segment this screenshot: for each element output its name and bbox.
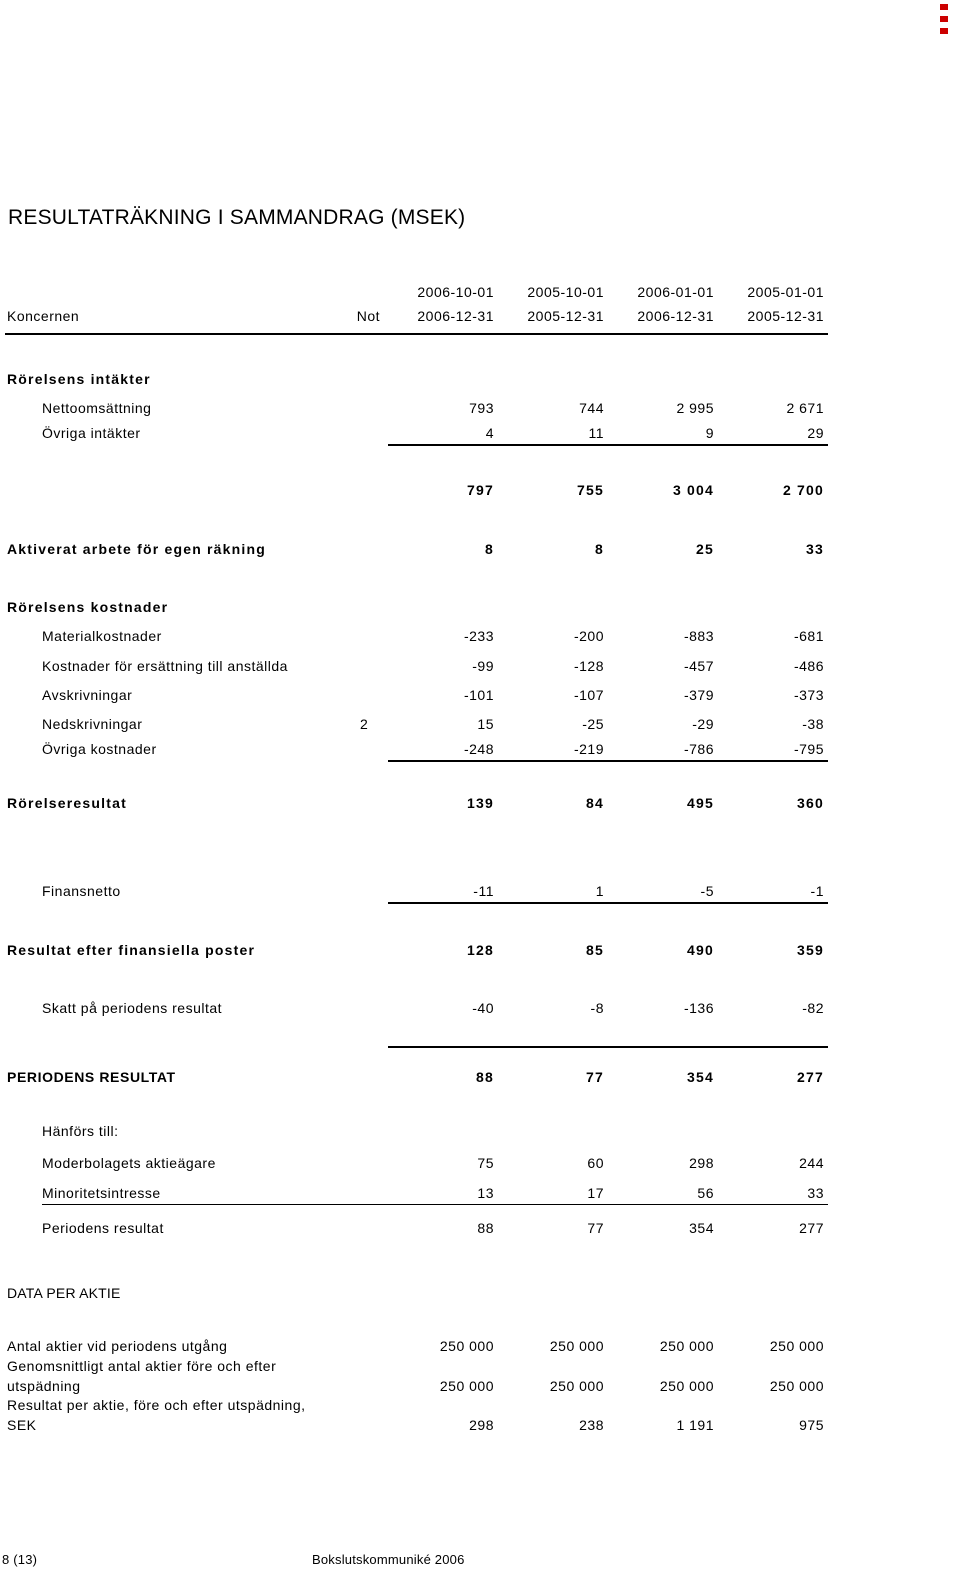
header-rule bbox=[5, 333, 828, 335]
period-end-2: 2005-12-31 bbox=[527, 308, 604, 324]
period-end-3: 2006-12-31 bbox=[637, 308, 714, 324]
cell-value: 33 bbox=[806, 541, 824, 557]
row-label: Övriga kostnader bbox=[42, 741, 157, 757]
cell-value: -786 bbox=[683, 741, 714, 757]
cell-value: 250 000 bbox=[659, 1378, 714, 1394]
row-label: Materialkostnader bbox=[42, 628, 162, 644]
cell-value: 25 bbox=[696, 541, 714, 557]
cell-value: -373 bbox=[793, 687, 824, 703]
cell-value: 85 bbox=[586, 942, 604, 958]
cell-value: -1 bbox=[810, 883, 824, 899]
cell-value: -38 bbox=[802, 716, 824, 732]
row-label: Genomsnittligt antal aktier före och efter bbox=[7, 1358, 277, 1374]
cell-value: -8 bbox=[590, 1000, 604, 1016]
cell-value: -379 bbox=[683, 687, 714, 703]
cell-value: 490 bbox=[687, 942, 714, 958]
cell-value: 354 bbox=[687, 1069, 714, 1085]
period-end-1: 2006-12-31 bbox=[417, 308, 494, 324]
cell-value: -136 bbox=[683, 1000, 714, 1016]
cell-value: 128 bbox=[467, 942, 494, 958]
row-label: Avskrivningar bbox=[42, 687, 133, 703]
cell-value: 277 bbox=[797, 1069, 824, 1085]
cell-value: 77 bbox=[587, 1220, 604, 1236]
cell-value: 250 000 bbox=[549, 1338, 604, 1354]
period-start-2: 2005-10-01 bbox=[527, 284, 604, 300]
cell-value: -5 bbox=[700, 883, 714, 899]
row-label: Aktiverat arbete för egen räkning bbox=[7, 541, 266, 557]
cell-value: 238 bbox=[579, 1417, 604, 1433]
cell-value: 250 000 bbox=[439, 1338, 494, 1354]
cell-value: 793 bbox=[469, 400, 494, 416]
cell-value: -457 bbox=[683, 658, 714, 674]
cell-value: -219 bbox=[573, 741, 604, 757]
cell-value: 77 bbox=[586, 1069, 604, 1085]
page-title: RESULTATRÄKNING I SAMMANDRAG (MSEK) bbox=[8, 206, 466, 229]
subtotal-rule bbox=[388, 902, 828, 904]
cell-value: 975 bbox=[799, 1417, 824, 1433]
page-number: 8 (13) bbox=[2, 1552, 38, 1567]
cell-value: 60 bbox=[587, 1155, 604, 1171]
cell-value: 15 bbox=[477, 716, 494, 732]
cell-value: 13 bbox=[477, 1185, 494, 1201]
subtotal-rule bbox=[388, 760, 828, 762]
cell-value: 744 bbox=[579, 400, 604, 416]
section-heading: Hänförs till: bbox=[42, 1123, 119, 1139]
cell-value: 1 191 bbox=[676, 1417, 714, 1433]
row-label-continued: utspädning bbox=[7, 1378, 81, 1394]
period-start-1: 2006-10-01 bbox=[417, 284, 494, 300]
cell-value: 359 bbox=[797, 942, 824, 958]
period-start-4: 2005-01-01 bbox=[747, 284, 824, 300]
cell-value: -29 bbox=[692, 716, 714, 732]
cell-value: -795 bbox=[793, 741, 824, 757]
cell-value: -99 bbox=[472, 658, 494, 674]
cell-value: -883 bbox=[683, 628, 714, 644]
cell-value: 84 bbox=[586, 795, 604, 811]
subtotal-rule bbox=[42, 1204, 828, 1205]
cell-value: 2 671 bbox=[786, 400, 824, 416]
cell-value: 360 bbox=[797, 795, 824, 811]
cell-value: 8 bbox=[485, 541, 494, 557]
cell-value: -486 bbox=[793, 658, 824, 674]
section-heading: Rörelsens intäkter bbox=[7, 371, 151, 387]
header-label: Koncernen bbox=[7, 308, 80, 324]
row-label: Resultat efter finansiella poster bbox=[7, 942, 256, 958]
header-not: Not bbox=[356, 308, 380, 324]
result-rule bbox=[388, 1046, 828, 1048]
cell-value: 298 bbox=[689, 1155, 714, 1171]
cell-value: 88 bbox=[477, 1220, 494, 1236]
cell-value: 17 bbox=[587, 1185, 604, 1201]
row-label: Kostnader för ersättning till anställda bbox=[42, 658, 288, 674]
cell-value: -128 bbox=[573, 658, 604, 674]
cell-value: 56 bbox=[697, 1185, 714, 1201]
cell-value: -40 bbox=[472, 1000, 494, 1016]
cell-value: -25 bbox=[582, 716, 604, 732]
cell-value: 2 995 bbox=[676, 400, 714, 416]
cell-value: 354 bbox=[689, 1220, 714, 1236]
cell-value: 29 bbox=[807, 425, 824, 441]
period-end-4: 2005-12-31 bbox=[747, 308, 824, 324]
cell-value: 250 000 bbox=[659, 1338, 714, 1354]
cell-value: 139 bbox=[467, 795, 494, 811]
row-label: Rörelseresultat bbox=[7, 795, 127, 811]
cell-value: 755 bbox=[577, 482, 604, 498]
row-label: Övriga intäkter bbox=[42, 425, 141, 441]
cell-value: 4 bbox=[485, 425, 494, 441]
corner-mark bbox=[940, 28, 948, 34]
cell-value: -82 bbox=[802, 1000, 824, 1016]
cell-value: 3 004 bbox=[672, 482, 714, 498]
corner-mark bbox=[940, 4, 948, 10]
document-name: Bokslutskommuniké 2006 bbox=[312, 1552, 465, 1567]
cell-value: 1 bbox=[595, 883, 604, 899]
cell-value: -233 bbox=[463, 628, 494, 644]
cell-value: 88 bbox=[476, 1069, 494, 1085]
row-label: Antal aktier vid periodens utgång bbox=[7, 1338, 228, 1354]
row-label: Skatt på periodens resultat bbox=[42, 1000, 223, 1016]
row-label: Nettoomsättning bbox=[42, 400, 152, 416]
corner-mark bbox=[940, 16, 948, 22]
row-label: Finansnetto bbox=[42, 883, 121, 899]
row-label: Nedskrivningar bbox=[42, 716, 143, 732]
cell-value: -681 bbox=[793, 628, 824, 644]
row-label-continued: SEK bbox=[7, 1417, 37, 1433]
cell-value: 9 bbox=[705, 425, 714, 441]
cell-value: -248 bbox=[463, 741, 494, 757]
cell-value: 298 bbox=[469, 1417, 494, 1433]
cell-value: -11 bbox=[473, 883, 494, 899]
row-label: PERIODENS RESULTAT bbox=[7, 1069, 176, 1085]
cell-value: 8 bbox=[595, 541, 604, 557]
row-label: Resultat per aktie, före och efter utspädning, bbox=[7, 1397, 306, 1413]
section-heading: Rörelsens kostnader bbox=[7, 599, 169, 615]
cell-value: 250 000 bbox=[769, 1378, 824, 1394]
row-label: Minoritetsintresse bbox=[42, 1185, 161, 1201]
cell-value: 11 bbox=[588, 425, 604, 441]
cell-value: -101 bbox=[463, 687, 494, 703]
subtotal-rule bbox=[388, 444, 828, 446]
row-label: Moderbolagets aktieägare bbox=[42, 1155, 216, 1171]
cell-value: 250 000 bbox=[549, 1378, 604, 1394]
cell-value: 250 000 bbox=[439, 1378, 494, 1394]
cell-value: 495 bbox=[687, 795, 714, 811]
cell-value: 2 700 bbox=[782, 482, 824, 498]
cell-value: 797 bbox=[467, 482, 494, 498]
cell-value: -107 bbox=[573, 687, 604, 703]
section-heading: DATA PER AKTIE bbox=[7, 1285, 121, 1301]
cell-value: 75 bbox=[477, 1155, 494, 1171]
note-ref: 2 bbox=[360, 716, 369, 732]
cell-value: 33 bbox=[807, 1185, 824, 1201]
cell-value: 244 bbox=[799, 1155, 824, 1171]
cell-value: 277 bbox=[799, 1220, 824, 1236]
cell-value: 250 000 bbox=[769, 1338, 824, 1354]
period-start-3: 2006-01-01 bbox=[637, 284, 714, 300]
cell-value: -200 bbox=[573, 628, 604, 644]
row-label: Periodens resultat bbox=[42, 1220, 164, 1236]
